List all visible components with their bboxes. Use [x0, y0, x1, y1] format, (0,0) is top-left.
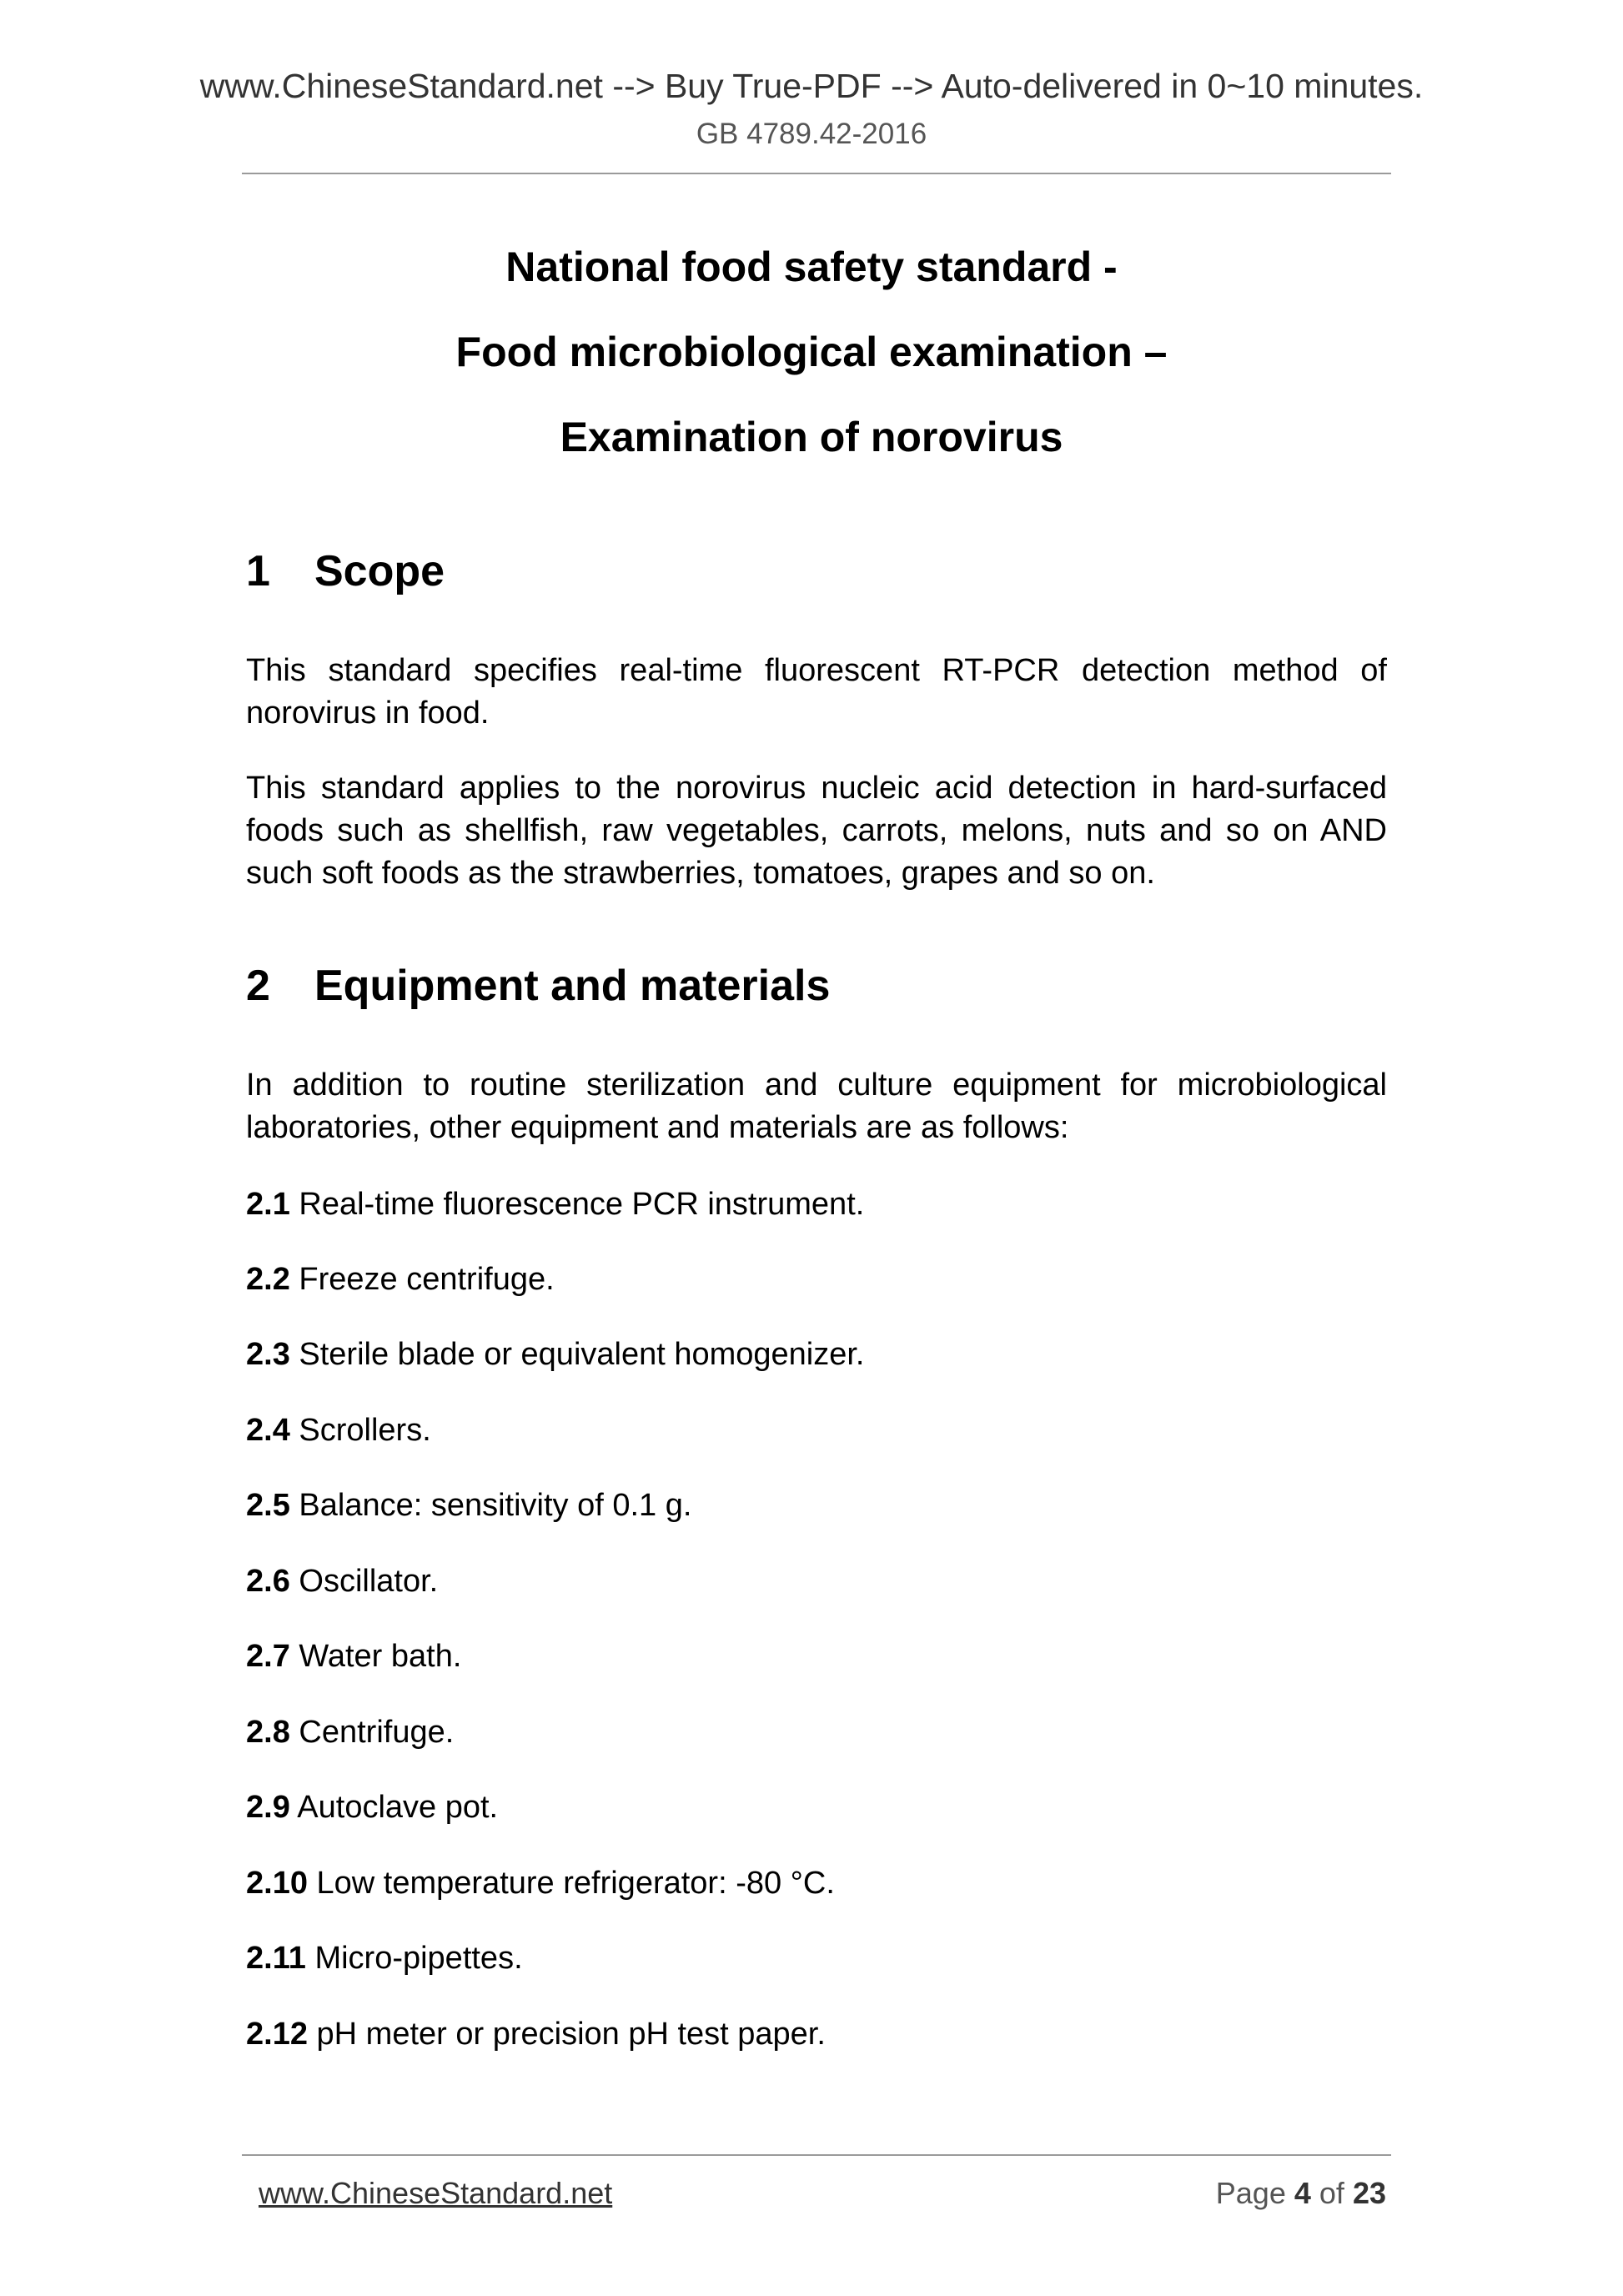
list-item	[246, 1334, 865, 1375]
item-number: 2.2	[246, 1262, 290, 1297]
page-current: 4	[1294, 2176, 1311, 2210]
item-text: Scrollers.	[299, 1413, 431, 1448]
section-title: Equipment and materials	[314, 962, 831, 1010]
item-number: 2.8	[246, 1715, 290, 1750]
item-text: Sterile blade or equivalent homogenizer.	[299, 1337, 865, 1372]
standard-code: GB 4789.42-2016	[696, 118, 927, 150]
item-number: 2.5	[246, 1488, 290, 1523]
page-word: Page	[1215, 2176, 1286, 2210]
item-number: 2.12	[246, 2017, 308, 2052]
item-number: 2.6	[246, 1564, 290, 1599]
item-text: Real-time fluorescence PCR instrument.	[299, 1187, 865, 1222]
footer-website-link[interactable]: www.ChineseStandard.net	[259, 2176, 613, 2210]
section-heading-equipment	[246, 960, 830, 1012]
page-indicator	[1216, 2175, 1386, 2212]
list-item	[246, 1560, 438, 1602]
list-item	[246, 1711, 454, 1753]
item-text: Low temperature refrigerator: -80 °C.	[316, 1866, 835, 1901]
list-item	[246, 2013, 826, 2055]
item-text: Oscillator.	[299, 1564, 439, 1599]
item-number: 2.1	[246, 1187, 290, 1222]
scope-paragraph: This standard applies to the norovirus nucleic acid detection in hard-surfaced foods such as shellfish, raw vegetables, carrots, melons, nuts and so on AND such soft foods as the strawberries, tomatoes, grapes and so on.	[246, 771, 1387, 891]
document-title-line-2: Food microbiological examination –	[455, 329, 1168, 375]
item-text: Micro-pipettes.	[314, 1941, 523, 1976]
equipment-intro-paragraph: In addition to routine sterilization and culture equipment for microbiological laboratories, other equipment and materials are as follows:	[246, 1068, 1387, 1145]
header-divider	[242, 173, 1391, 174]
item-number: 2.3	[246, 1337, 290, 1372]
list-item	[246, 1937, 523, 1979]
item-text: Balance: sensitivity of 0.1 g.	[299, 1488, 692, 1523]
footer-divider	[242, 2154, 1391, 2156]
list-item	[246, 1485, 691, 1526]
section-title: Scope	[314, 547, 445, 595]
list-item	[246, 1183, 864, 1225]
list-item	[246, 1259, 555, 1300]
item-number: 2.9	[246, 1790, 290, 1825]
item-number: 2.7	[246, 1639, 290, 1674]
item-number: 2.11	[246, 1941, 306, 1976]
item-text: Freeze centrifuge.	[299, 1262, 555, 1297]
item-text: pH meter or precision pH test paper.	[316, 2017, 826, 2052]
document-title-line-3: Examination of norovirus	[560, 414, 1063, 460]
list-item	[246, 1786, 498, 1828]
list-item	[246, 1409, 431, 1451]
scope-paragraph: This standard specifies real-time fluorescent RT-PCR detection method of norovirus in food.	[246, 653, 1387, 731]
section-number: 2	[246, 962, 270, 1010]
item-text: Water bath.	[299, 1639, 462, 1674]
item-text: Autoclave pot.	[297, 1790, 499, 1825]
header-banner: www.ChineseStandard.net --> Buy True-PDF --> Auto-delivered in 0~10 minutes.	[199, 67, 1424, 105]
item-number: 2.10	[246, 1866, 308, 1901]
item-number: 2.4	[246, 1413, 290, 1448]
list-item	[246, 1862, 835, 1904]
list-item	[246, 1635, 461, 1677]
section-heading-scope	[246, 545, 445, 597]
page-total: 23	[1352, 2176, 1386, 2210]
document-title-line-1: National food safety standard -	[505, 244, 1118, 290]
page-of: of	[1319, 2176, 1344, 2210]
section-number: 1	[246, 547, 270, 595]
item-text: Centrifuge.	[299, 1715, 455, 1750]
